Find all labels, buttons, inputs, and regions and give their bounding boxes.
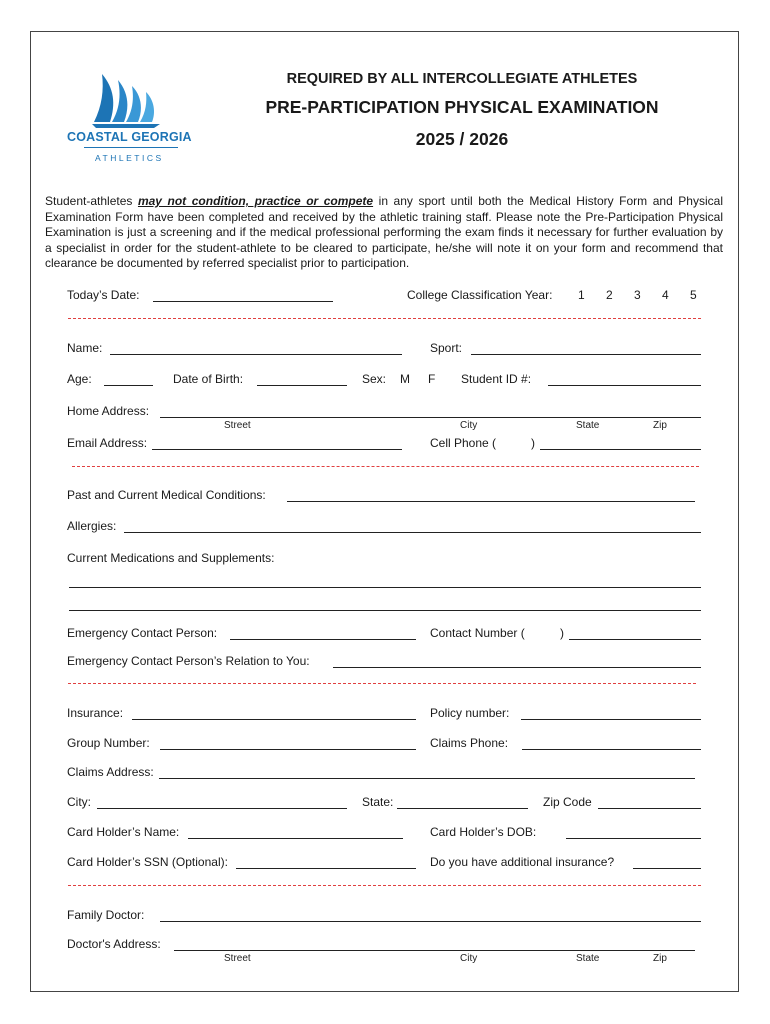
claims-phone-field[interactable] <box>522 749 701 750</box>
age-field[interactable] <box>104 385 153 386</box>
form-border <box>30 31 739 992</box>
todays-date-field[interactable] <box>153 301 333 302</box>
insurance-zip-field[interactable] <box>598 808 701 809</box>
section-divider <box>68 318 701 319</box>
name-field[interactable] <box>110 354 402 355</box>
relation-field[interactable] <box>333 667 701 668</box>
home-address-field[interactable] <box>160 417 701 418</box>
insurance-state-field[interactable] <box>397 808 528 809</box>
sport-label: Sport: <box>430 341 463 355</box>
policy-number-label: Policy number: <box>430 706 510 720</box>
emergency-contact-field[interactable] <box>230 639 416 640</box>
academic-year: 2025 / 2026 <box>415 129 509 149</box>
dob-label: Date of Birth: <box>173 372 244 386</box>
doctor-address-zip-caption: Zip <box>653 953 667 964</box>
family-doctor-field[interactable] <box>160 921 701 922</box>
card-holder-ssn-field[interactable] <box>236 868 416 869</box>
card-holder-ssn-label: Card Holder’s SSN (Optional): <box>67 855 228 869</box>
todays-date-label: Today’s Date: <box>67 288 140 302</box>
intro-rest: in any sport until both the Medical History Form and Physical Examination Form have been completed and received by the athletic training staff. Please note the Pre-Participation Physical Examination is just a screening and if the medical professional performing the exam finds it necessary for further evaluation by a specialist in order for the student-athlete to be cleared to participate, he/she will note it on your form and recommend that clearance be documented by referred specialist prior to participation. <box>45 194 723 271</box>
home-address-state-caption: State <box>576 420 600 431</box>
insurance-zip-label: Zip Code <box>543 795 592 809</box>
contact-number-label: Contact Number ( <box>430 626 525 640</box>
class-year-4[interactable]: 4 <box>662 288 669 302</box>
medications-field-line-2[interactable] <box>69 610 701 611</box>
insurance-city-field[interactable] <box>97 808 347 809</box>
card-holder-name-field[interactable] <box>188 838 403 839</box>
home-address-city-caption: City <box>460 420 478 431</box>
section-divider <box>72 466 699 467</box>
section-divider <box>68 885 701 886</box>
policy-number-field[interactable] <box>521 719 701 720</box>
sex-label: Sex: <box>362 372 387 386</box>
logo-subtitle: ATHLETICS <box>95 153 164 163</box>
allergies-label: Allergies: <box>67 519 117 533</box>
intro-lead: Student-athletes <box>45 194 138 208</box>
claims-phone-label: Claims Phone: <box>430 736 509 750</box>
page-title: PRE-PARTICIPATION PHYSICAL EXAMINATION <box>265 97 659 117</box>
class-year-1[interactable]: 1 <box>578 288 585 302</box>
insurance-field[interactable] <box>132 719 416 720</box>
required-line: REQUIRED BY ALL INTERCOLLEGIATE ATHLETES <box>286 71 638 87</box>
cell-phone-label: Cell Phone ( <box>430 436 497 450</box>
sex-option-f[interactable]: F <box>428 372 436 386</box>
medical-conditions-field[interactable] <box>287 501 695 502</box>
classification-label: College Classification Year: <box>407 288 553 302</box>
doctor-address-street-caption: Street <box>224 953 251 964</box>
allergies-field[interactable] <box>124 532 701 533</box>
card-holder-dob-field[interactable] <box>566 838 701 839</box>
card-holder-dob-label: Card Holder’s DOB: <box>430 825 537 839</box>
medications-label: Current Medications and Supplements: <box>67 551 275 565</box>
home-address-street-caption: Street <box>224 420 251 431</box>
intro-emphasis: may not condition, practice or compete <box>137 194 374 208</box>
family-doctor-label: Family Doctor: <box>67 908 145 922</box>
additional-insurance-label: Do you have additional insurance? <box>430 855 615 869</box>
medical-conditions-label: Past and Current Medical Conditions: <box>67 488 266 502</box>
class-year-5[interactable]: 5 <box>690 288 697 302</box>
medications-field-line-1[interactable] <box>69 587 701 588</box>
group-number-field[interactable] <box>160 749 416 750</box>
class-year-3[interactable]: 3 <box>634 288 641 302</box>
name-label: Name: <box>67 341 103 355</box>
email-field[interactable] <box>152 449 402 450</box>
card-holder-name-label: Card Holder’s Name: <box>67 825 180 839</box>
emergency-contact-label: Emergency Contact Person: <box>67 626 218 640</box>
group-number-label: Group Number: <box>67 736 150 750</box>
doctor-address-field[interactable] <box>174 950 695 951</box>
home-address-zip-caption: Zip <box>653 420 667 431</box>
contact-number-field[interactable] <box>569 639 701 640</box>
dob-field[interactable] <box>257 385 347 386</box>
home-address-label: Home Address: <box>67 404 150 418</box>
age-label: Age: <box>67 372 92 386</box>
contact-number-paren: ) <box>560 626 564 640</box>
claims-address-label: Claims Address: <box>67 765 154 779</box>
insurance-label: Insurance: <box>67 706 124 720</box>
claims-address-field[interactable] <box>159 778 695 779</box>
cell-phone-paren: ) <box>531 436 535 450</box>
student-id-label: Student ID #: <box>461 372 532 386</box>
insurance-state-label: State: <box>362 795 394 809</box>
student-id-field[interactable] <box>548 385 701 386</box>
sport-field[interactable] <box>471 354 701 355</box>
relation-label: Emergency Contact Person’s Relation to You: <box>67 654 310 668</box>
email-label: Email Address: <box>67 436 148 450</box>
insurance-city-label: City: <box>67 795 91 809</box>
class-year-2[interactable]: 2 <box>606 288 613 302</box>
cell-phone-field[interactable] <box>540 449 701 450</box>
doctor-address-city-caption: City <box>460 953 478 964</box>
section-divider <box>68 683 696 684</box>
doctor-address-state-caption: State <box>576 953 600 964</box>
additional-insurance-field[interactable] <box>633 868 701 869</box>
sex-option-m[interactable]: M <box>400 372 410 386</box>
doctor-address-label: Doctor's Address: <box>67 937 161 951</box>
logo-name: COASTAL GEORGIA <box>67 130 192 144</box>
intro-paragraph <box>45 194 723 272</box>
